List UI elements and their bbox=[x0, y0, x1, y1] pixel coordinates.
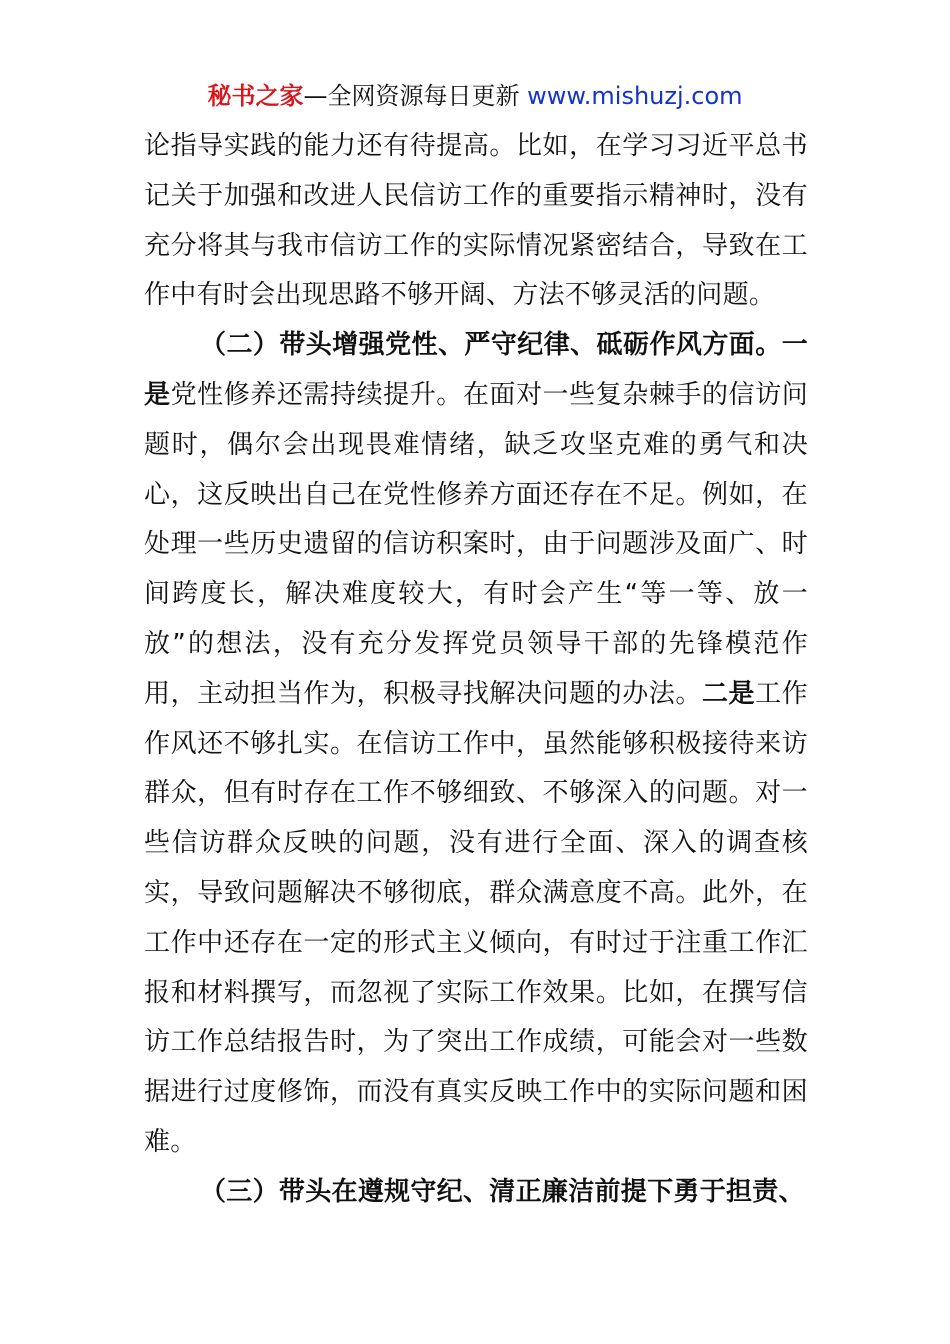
document-body bbox=[144, 122, 808, 1218]
paragraph-continued: 论指导实践的能力还有待提高。比如，在学习习近平总书记关于加强和改进人民信访工作的重要指示精神时，没有充分将其与我市信访工作的实际情况紧密结合，导致在工作中有时会出现思路不够开阔、方法不够灵活的问题。 bbox=[144, 131, 808, 311]
site-slogan: —全网资源每日更新 bbox=[303, 82, 520, 110]
site-url-link[interactable]: www.mishuzj.com bbox=[527, 82, 743, 110]
point-two-lead: 二是 bbox=[701, 678, 756, 709]
point-one-lead: 一是 bbox=[144, 330, 808, 410]
section-3-heading: （三）带头在遵规守纪、清正廉洁前提下勇于担责、 bbox=[200, 1176, 805, 1207]
site-brand: 秘书之家 bbox=[207, 82, 304, 110]
paragraph-section-2 bbox=[144, 321, 808, 1168]
section-2-heading: （二）带头增强党性、严守纪律、砥砺作风方面。 bbox=[200, 330, 782, 361]
site-header bbox=[0, 80, 950, 112]
point-two-text: 工作作风还不够扎实。在信访工作中，虽然能够积极接待来访群众，但有时存在工作不够细致、不够深入的问题。对一些信访群众反映的问题，没有进行全面、深入的调查核实，导致问题解决不够彻底，群众满意度不高。此外，在工作中还存在一定的形式主义倾向，有时过于注重工作汇报和材料撰写，而忽视了实际工作效果。比如，在撰写信访工作总结报告时，为了突出工作成绩，可能会对一些数据进行过度修饰，而没有真实反映工作中的实际问题和困难。 bbox=[144, 678, 808, 1157]
point-one-text: 党性修养还需持续提升。在面对一些复杂棘手的信访问题时，偶尔会出现畏难情绪，缺乏攻坚克难的勇气和决心，这反映出自己在党性修养方面还存在不足。例如，在处理一些历史遗留的信访积案时，由于问题涉及面广、时间跨度长，解决难度较大，有时会产生“等一等、放一放”的想法，没有充分发挥党员领导干部的先锋模范作用，主动担当作为，积极寻找解决问题的办法。 bbox=[144, 379, 808, 709]
